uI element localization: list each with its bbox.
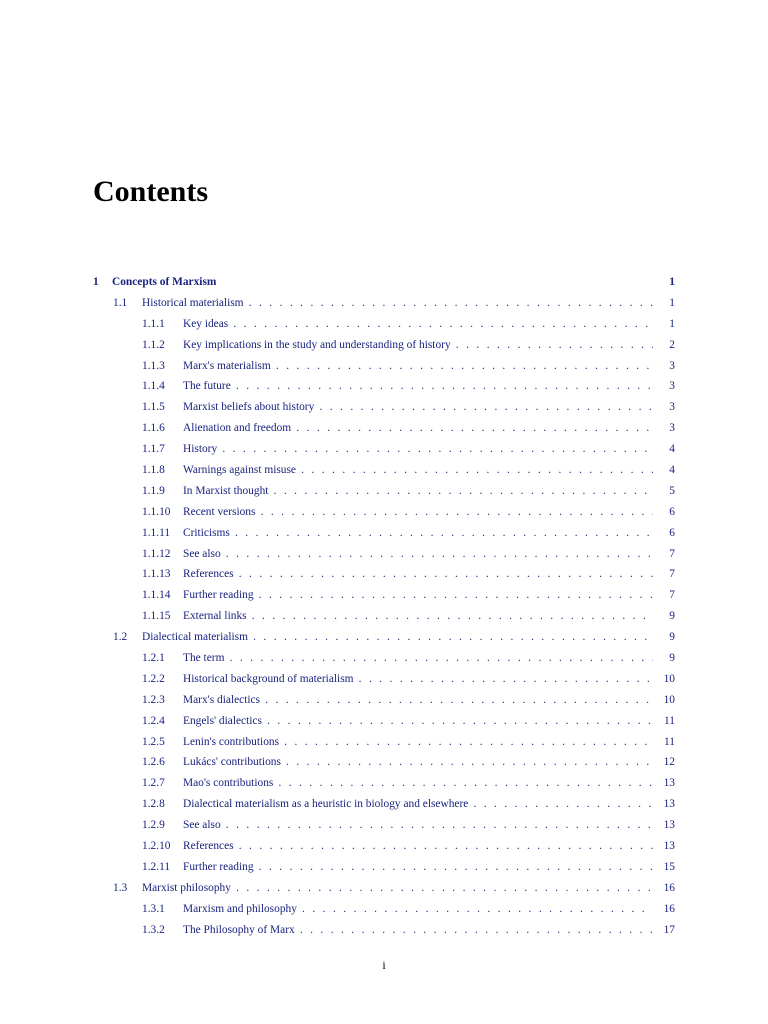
toc-entry-number: 1.1.10 [142, 505, 171, 518]
toc-entry-page[interactable]: 13 [663, 819, 675, 832]
toc-entry-title[interactable]: Further reading [183, 860, 254, 873]
toc-subsection-entry[interactable] [93, 460, 675, 481]
toc-entry-number: 1 [93, 276, 99, 288]
toc-entry-number: 1.2.5 [142, 735, 165, 748]
toc-entry-title-leader [183, 794, 653, 815]
toc-subsection-entry[interactable] [93, 418, 675, 439]
toc-entry-number: 1.2.7 [142, 777, 165, 790]
toc-entry-number: 1.2.11 [142, 860, 171, 873]
toc-entry-title-leader [183, 815, 653, 836]
toc-chapter-entry[interactable] [93, 272, 675, 293]
toc-entry-number: 1.1 [113, 296, 128, 309]
toc-entry-title-leader [183, 920, 653, 941]
toc-subsection-entry[interactable] [93, 335, 675, 356]
toc-subsection-entry[interactable] [93, 481, 675, 502]
toc-entry-number: 1.2.10 [142, 840, 171, 853]
toc-entry-number: 1.2.4 [142, 714, 165, 727]
toc-entry-title[interactable]: The Philosophy of Marx [183, 923, 295, 936]
toc-entry-page[interactable]: 1 [669, 276, 675, 288]
toc-entry-title-leader [183, 335, 653, 356]
toc-entry-number: 1.3.1 [142, 902, 165, 915]
toc-entry-title[interactable]: Concepts of Marxism [112, 276, 217, 288]
toc-entry-title[interactable]: History [183, 443, 218, 456]
toc-entry-number: 1.1.2 [142, 338, 165, 351]
toc-entry-title[interactable]: Lukács' contributions [183, 756, 281, 769]
toc-subsection-entry[interactable] [93, 397, 675, 418]
toc-subsection-entry[interactable] [93, 815, 675, 836]
toc-entry-title-leader [183, 669, 653, 690]
toc-entry-page[interactable]: 16 [663, 881, 675, 894]
toc-entry-title-leader [183, 752, 653, 773]
toc-entry-title[interactable]: Marxist philosophy [142, 881, 231, 894]
toc-entry-number: 1.1.14 [142, 589, 171, 602]
toc-entry-page[interactable]: 6 [669, 526, 675, 539]
toc-entry-title-leader [183, 836, 653, 857]
toc-entry-page[interactable]: 4 [669, 464, 675, 477]
toc-entry-number: 1.1.13 [142, 568, 171, 581]
toc-entry-title-leader [183, 314, 653, 335]
toc-entry-number: 1.2.2 [142, 672, 165, 685]
toc-entry-title[interactable]: Further reading [183, 589, 254, 602]
toc-subsection-entry[interactable] [93, 564, 675, 585]
toc-entry-title-leader [183, 439, 653, 460]
toc-subsection-entry[interactable] [93, 356, 675, 377]
toc-entry-title-leader [183, 460, 653, 481]
toc-entry-title-leader [183, 585, 653, 606]
toc-subsection-entry[interactable] [93, 376, 675, 397]
toc-subsection-entry[interactable] [93, 899, 675, 920]
toc-section-entry[interactable] [93, 878, 675, 899]
toc-entry-title-leader [183, 564, 653, 585]
toc-entry-title[interactable]: Recent versions [183, 505, 256, 518]
toc-entry-title[interactable]: Warnings against misuse [183, 464, 296, 477]
toc-entry-title[interactable]: See also [183, 819, 221, 832]
toc-entry-number: 1.1.4 [142, 380, 165, 393]
toc-entry-title[interactable]: External links [183, 610, 247, 623]
toc-entry-page[interactable]: 6 [669, 505, 675, 518]
toc-entry-page[interactable]: 7 [669, 547, 675, 560]
toc-subsection-entry[interactable] [93, 669, 675, 690]
toc-entry-title[interactable]: In Marxist thought [183, 484, 269, 497]
toc-subsection-entry[interactable] [93, 752, 675, 773]
toc-entry-page[interactable]: 3 [669, 359, 675, 372]
toc-entry-number: 1.1.11 [142, 526, 171, 539]
toc-subsection-entry[interactable] [93, 544, 675, 565]
toc-entry-title[interactable]: The future [183, 380, 231, 393]
toc-entry-title-leader [142, 627, 653, 648]
toc-entry-title[interactable]: Criticisms [183, 526, 230, 539]
toc-entry-number: 1.2.1 [142, 652, 165, 665]
toc-subsection-entry[interactable] [93, 523, 675, 544]
toc-subsection-entry[interactable] [93, 836, 675, 857]
toc-entry-title-leader [183, 356, 653, 377]
toc-entry-number: 1.2.6 [142, 756, 165, 769]
toc-subsection-entry[interactable] [93, 732, 675, 753]
toc-subsection-entry[interactable] [93, 711, 675, 732]
toc-entry-page[interactable]: 11 [664, 714, 675, 727]
toc-entry-title[interactable]: References [183, 840, 234, 853]
toc-subsection-entry[interactable] [93, 773, 675, 794]
toc-entry-page[interactable]: 13 [663, 840, 675, 853]
toc-entry-number: 1.3.2 [142, 923, 165, 936]
toc-entry-title-leader [183, 544, 653, 565]
toc-entry-title[interactable]: Dialectical materialism as a heuristic in biology and elsewhere [183, 798, 469, 811]
toc-entry-title-leader [183, 732, 653, 753]
toc-entry-title[interactable]: Lenin's contributions [183, 735, 280, 748]
toc-entry-number: 1.3 [113, 881, 128, 894]
toc-entry-number: 1.1.8 [142, 464, 165, 477]
toc-entry-title-leader [183, 502, 653, 523]
toc-entry-page[interactable]: 15 [663, 860, 675, 873]
toc-entry-title[interactable]: Marxist beliefs about history [183, 401, 315, 414]
toc-entry-page[interactable]: 11 [664, 735, 675, 748]
toc-entry-number: 1.1.3 [142, 359, 165, 372]
toc-subsection-entry[interactable] [93, 920, 675, 941]
toc-entry-title-leader [183, 690, 653, 711]
toc-entry-title[interactable]: See also [183, 547, 221, 560]
toc-section-entry[interactable] [93, 627, 675, 648]
toc-entry-number: 1.1.9 [142, 484, 165, 497]
toc-entry-page[interactable]: 13 [663, 777, 675, 790]
toc-entry-number: 1.2.8 [142, 798, 165, 811]
toc-entry-page[interactable]: 2 [669, 338, 675, 351]
toc-subsection-entry[interactable] [93, 690, 675, 711]
toc-entry-title-leader [183, 376, 653, 397]
toc-entry-title-leader [183, 523, 653, 544]
toc-subsection-entry[interactable] [93, 314, 675, 335]
toc-entry-title-leader [183, 606, 653, 627]
toc-entry-title[interactable]: Key implications in the study and understanding of history [183, 338, 451, 351]
toc-entry-page[interactable]: 17 [663, 923, 675, 936]
table-of-contents [93, 272, 675, 941]
toc-entry-page[interactable]: 9 [669, 652, 675, 665]
toc-entry-number: 1.1.1 [142, 317, 165, 330]
toc-subsection-entry[interactable] [93, 648, 675, 669]
toc-entry-page[interactable]: 5 [669, 484, 675, 497]
toc-entry-title-leader [183, 711, 653, 732]
toc-entry-page[interactable]: 13 [663, 798, 675, 811]
toc-entry-title-leader [112, 272, 653, 293]
toc-entry-page[interactable]: 1 [669, 296, 675, 309]
toc-entry-title-leader [183, 418, 653, 439]
toc-entry-page[interactable]: 16 [663, 902, 675, 915]
toc-entry-title[interactable]: Marx's dialectics [183, 693, 261, 706]
page-number: i [382, 958, 386, 972]
toc-entry-page[interactable]: 9 [669, 631, 675, 644]
toc-entry-title-leader [183, 481, 653, 502]
toc-subsection-entry[interactable] [93, 794, 675, 815]
toc-entry-page[interactable]: 12 [663, 756, 675, 769]
toc-entry-page[interactable]: 1 [669, 317, 675, 330]
toc-entry-title-leader [183, 397, 653, 418]
toc-entry-title[interactable]: Key ideas [183, 317, 229, 330]
toc-subsection-entry[interactable] [93, 439, 675, 460]
toc-entry-number: 1.1.15 [142, 610, 171, 623]
toc-entry-title[interactable]: Dialectical materialism [142, 631, 248, 644]
toc-entry-title[interactable]: References [183, 568, 234, 581]
toc-entry-title-leader [183, 773, 653, 794]
toc-entry-number: 1.2.3 [142, 693, 165, 706]
toc-entry-title[interactable]: The term [183, 652, 225, 665]
page-title: Contents [93, 175, 209, 208]
toc-entry-number: 1.1.5 [142, 401, 165, 414]
toc-entry-title[interactable]: Mao's contributions [183, 777, 274, 790]
toc-subsection-entry[interactable] [93, 606, 675, 627]
toc-entry-title[interactable]: Marx's materialism [183, 359, 271, 372]
toc-entry-number: 1.2 [113, 631, 128, 644]
toc-entry-title-leader [142, 878, 653, 899]
toc-entry-number: 1.1.7 [142, 443, 165, 456]
toc-entry-title[interactable]: Historical materialism [142, 296, 244, 309]
toc-entry-page[interactable]: 10 [663, 693, 675, 706]
toc-entry-page[interactable]: 3 [669, 380, 675, 393]
toc-entry-title-leader [183, 648, 653, 669]
toc-entry-title[interactable]: Engels' dialectics [183, 714, 262, 727]
toc-entry-title-leader [183, 857, 653, 878]
toc-subsection-entry[interactable] [93, 502, 675, 523]
toc-subsection-entry[interactable] [93, 857, 675, 878]
toc-entry-page[interactable]: 7 [669, 568, 675, 581]
toc-entry-title[interactable]: Marxism and philosophy [183, 902, 297, 915]
toc-entry-page[interactable]: 3 [669, 401, 675, 414]
toc-entry-number: 1.2.9 [142, 819, 165, 832]
toc-entry-page[interactable]: 7 [669, 589, 675, 602]
toc-entry-title-leader [142, 293, 653, 314]
toc-entry-page[interactable]: 4 [669, 443, 675, 456]
toc-section-entry[interactable] [93, 293, 675, 314]
toc-entry-number: 1.1.6 [142, 422, 165, 435]
toc-entry-title[interactable]: Alienation and freedom [183, 422, 292, 435]
toc-entry-page[interactable]: 10 [663, 672, 675, 685]
toc-entry-title[interactable]: Historical background of materialism [183, 672, 354, 685]
toc-entry-number: 1.1.12 [142, 547, 171, 560]
toc-entry-title-leader [183, 899, 653, 920]
toc-entry-page[interactable]: 9 [669, 610, 675, 623]
toc-subsection-entry[interactable] [93, 585, 675, 606]
toc-entry-page[interactable]: 3 [669, 422, 675, 435]
